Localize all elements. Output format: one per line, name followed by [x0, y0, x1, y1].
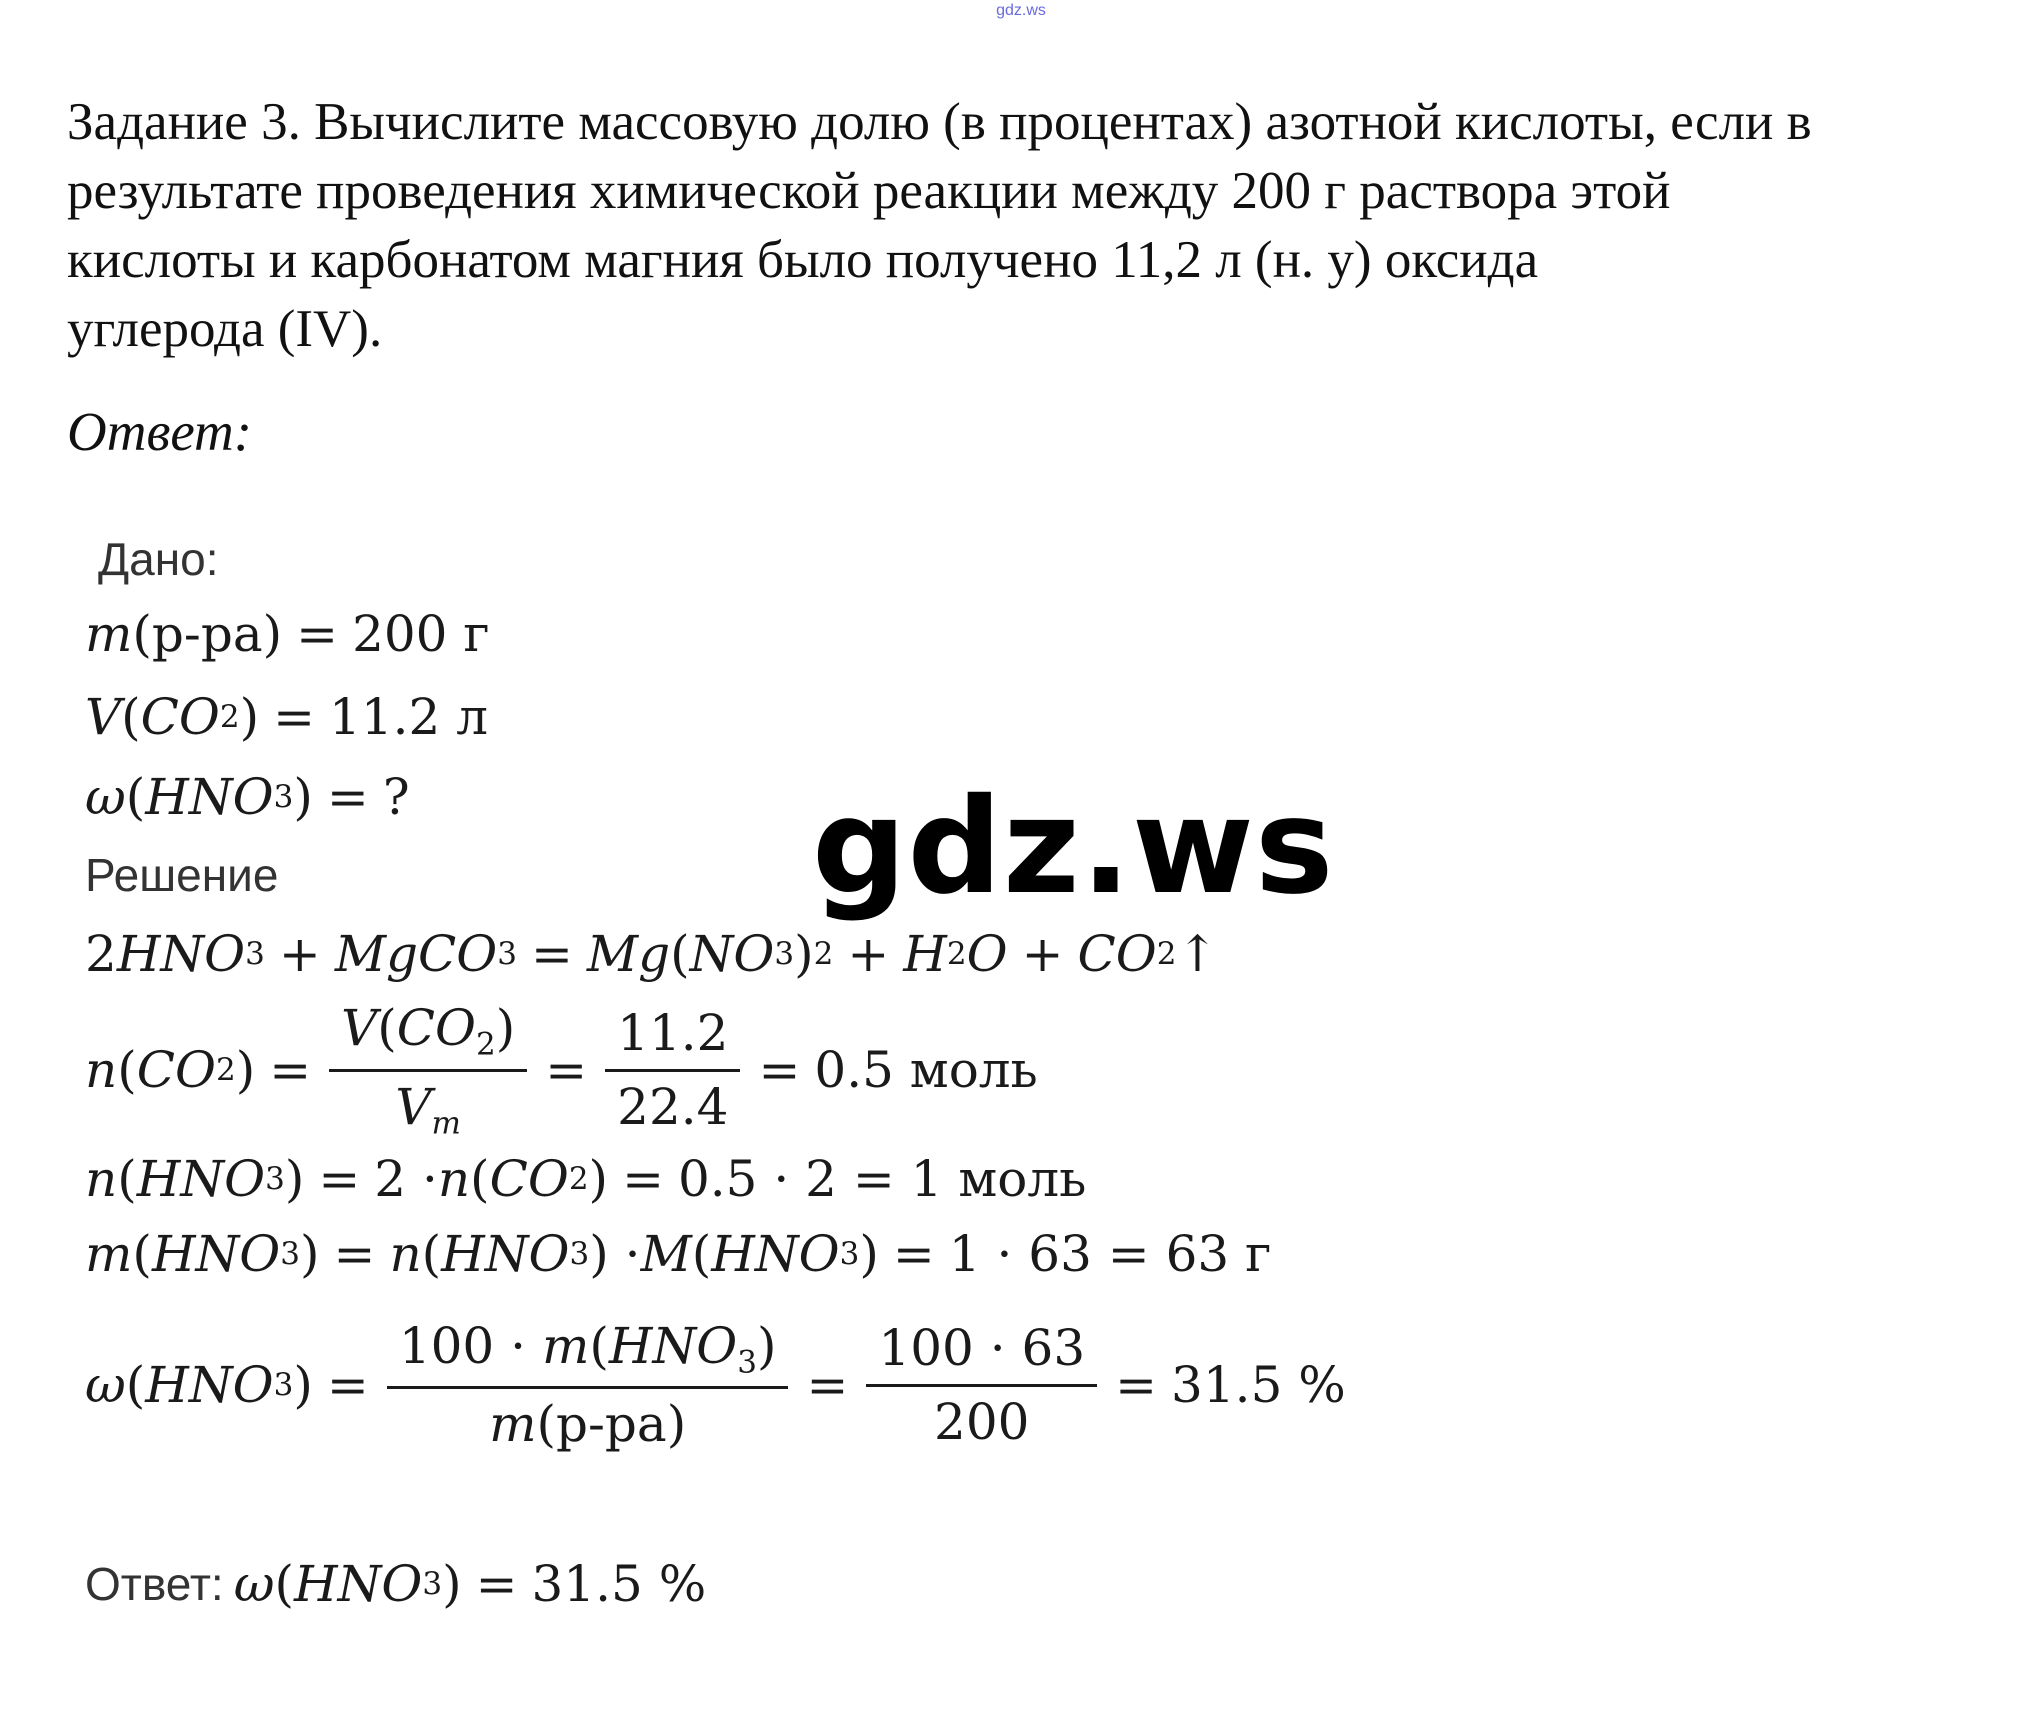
- given-mass-value: 200 г: [352, 605, 490, 663]
- moles-co2-equation: n ( CO 2 ) = $\frac{V(CO_2)}{V_m}$ = $\frac{11.2}{22.4}$ = 0.5 моль: [85, 999, 1038, 1141]
- reaction-equation: 2 HNO 3 + MgCO 3 = Mg ( NO 3 ) 2 + H 2 O + CO 2 ↑: [85, 925, 1219, 983]
- site-watermark: gdz.ws: [812, 770, 1335, 924]
- fraction-mass-numeric: [866, 1317, 1097, 1453]
- mass-hno3-result: 1 · 63 = 63 г: [948, 1225, 1272, 1283]
- task-line: кислоты и карбонатом магния было получено 11,2 л (н. у) оксида: [67, 231, 1539, 289]
- mass-fraction-result: 31.5 %: [1171, 1356, 1346, 1414]
- task-line: углерода (IV).: [67, 300, 383, 358]
- task-statement: [67, 88, 2017, 364]
- final-answer: Ответ: ω ( HNO 3 ) = 31.5 %: [85, 1555, 707, 1613]
- moles-hno3-result: 0.5 · 2 = 1 моль: [677, 1150, 1087, 1208]
- mass-fraction-equation: ω ( HNO 3 ) = $\frac{100 \cdot m(HNO_3)}{m(р-ра)}$ = $\frac{100 \cdot 63}{200}$ = 31.5 %: [85, 1300, 1346, 1470]
- final-answer-value: 31.5 %: [531, 1555, 707, 1613]
- gas-arrow-icon: ↑: [1176, 925, 1219, 983]
- given-mass-solution: m (р-ра) = 200 г: [85, 605, 490, 663]
- fraction-denominator: 22.4: [617, 1077, 729, 1136]
- fraction-numerator: 11.2: [605, 1002, 740, 1072]
- given-volume-co2: V ( CO 2 ) = 11.2 л: [85, 688, 489, 746]
- given-mass-fraction: ω ( HNO 3 ) = ?: [85, 768, 410, 826]
- moles-co2-result: 0.5 моль: [814, 1041, 1038, 1099]
- given-volume-value: 11.2 л: [329, 688, 489, 746]
- given-unknown: ?: [382, 768, 410, 826]
- fraction-numerator: 100 · 63: [866, 1317, 1097, 1387]
- mass-hno3-equation: m ( HNO 3 ) = n ( HNO 3 ) · M ( HNO 3 ) = 1 · 63 = 63 г: [85, 1225, 1272, 1283]
- answer-heading: Ответ:: [67, 401, 253, 462]
- fraction-mass-ratio: $\frac{100 \cdot m(HNO_3)}{m(р-ра)}$: [387, 1315, 789, 1456]
- given-label: Дано:: [98, 533, 219, 585]
- fraction-denominator: 200: [934, 1392, 1030, 1451]
- fraction-volume-ratio: $\frac{V(CO_2)}{V_m}$: [329, 997, 527, 1142]
- solution-label: Решение: [85, 849, 279, 901]
- moles-hno3-equation: n ( HNO 3 ) = 2 · n ( CO 2 ) = 0.5 · 2 = 1 моль: [85, 1150, 1087, 1208]
- final-answer-label: Ответ:: [85, 1558, 224, 1610]
- task-line: Задание 3. Вычислите массовую долю (в процентах) азотной кислоты, если в: [67, 93, 1812, 151]
- fraction-numeric: [605, 1002, 740, 1138]
- task-line: результате проведения химической реакции между 200 г раствора этой: [67, 162, 1671, 220]
- top-watermark-link[interactable]: gdz.ws: [996, 2, 1046, 19]
